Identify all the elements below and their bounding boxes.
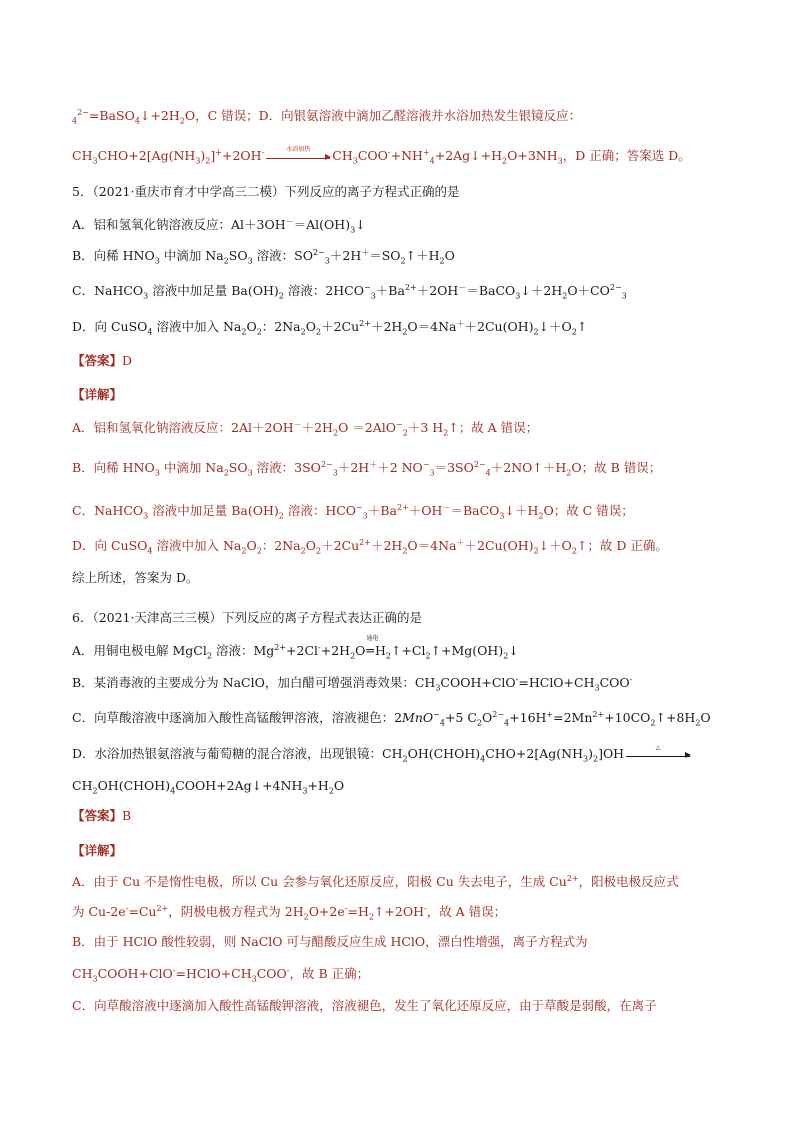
text-run: 为 Cu-2e (72, 904, 126, 919)
text-line (72, 147, 691, 165)
superscript: ＋ (369, 459, 378, 469)
text-run: 溶液中加入 Na (152, 319, 242, 334)
text-line (72, 873, 679, 891)
text-run: ↓＋2H (520, 283, 563, 298)
subscript: 2 (315, 546, 322, 556)
text-run: 溶液中加足量 Ba(OH) (148, 283, 279, 298)
subscript: 2 (179, 116, 185, 126)
subscript: 2 (402, 428, 408, 438)
text-run: O (246, 319, 257, 334)
subscript: 2 (303, 912, 309, 922)
text-run: ↑+Mg(OH) (430, 643, 504, 658)
text-run: A．由于 Cu 不是惰性电极，所以 Cu 会参与氧化还原反应，阳极 Cu 失去电子，生成 Cu (72, 874, 567, 889)
subscript: 2 (300, 546, 306, 556)
text-run: CH (332, 148, 353, 163)
text-run: ↑；故 A 错误； (448, 420, 539, 435)
text-run: C．向草酸溶液中逐滴加入酸性高锰酸钾溶液，溶液褪色：2 (72, 710, 403, 725)
superscript: 2− (492, 709, 505, 719)
superscript: － (458, 282, 467, 292)
text-run: O＝4Na (407, 319, 457, 334)
subscript: 2 (385, 651, 391, 661)
text-run: C．NaHCO (72, 503, 144, 518)
text-run: 6．（2021·天津高三三模）下列反应的离子方程式表达正确的是 (72, 610, 422, 625)
text-run: COO (599, 675, 630, 690)
text-run: ＝BaCO (450, 503, 500, 518)
subscript: 2 (328, 786, 334, 796)
text-line (72, 282, 627, 300)
subscript: 3 (350, 225, 356, 235)
subscript: 3 (594, 683, 600, 693)
subscript: 2 (650, 718, 656, 728)
text-run: ＋2H (337, 460, 370, 475)
subscript: 3 (251, 974, 257, 984)
superscript: − (364, 282, 371, 292)
text-line (72, 777, 344, 795)
text-run: ↓ (508, 643, 519, 658)
text-run: O (444, 248, 455, 263)
superscript: + (422, 147, 430, 157)
answer-value: B (122, 808, 132, 823)
text-run: ↓＋H (504, 503, 539, 518)
text-run: ＝3SO (434, 460, 474, 475)
subscript: 2 (350, 651, 356, 661)
subscript: 2 (206, 651, 212, 661)
text-run: 溶液中加入 Na (152, 538, 242, 553)
subscript: 2 (241, 546, 247, 556)
superscript: 2+ (359, 318, 371, 328)
subscript: 3 (143, 511, 149, 521)
superscript: − (396, 419, 403, 429)
text-run: O (305, 319, 316, 334)
text-run: +10CO (604, 710, 651, 725)
text-line (72, 965, 369, 983)
superscript: - (261, 147, 265, 157)
text-run: COO (256, 966, 287, 981)
text-run: ，故 A 错误； (426, 904, 507, 919)
text-run: +2Ag↓+H (434, 148, 503, 163)
text-run: CH (72, 966, 93, 981)
text-run: ↑ (576, 319, 588, 334)
subscript: 2 (502, 156, 508, 166)
superscript: ＋ (361, 247, 370, 257)
text-run: CH (72, 778, 93, 793)
text-run: 溶液：2HCO (283, 283, 364, 298)
text-run: O (333, 778, 345, 793)
text-run: =HClO+CH (175, 966, 252, 981)
superscript: - (387, 147, 391, 157)
text-run: 中滴加 Na (159, 248, 224, 263)
subscript: 3 (435, 683, 441, 693)
subscript: 3 (302, 786, 308, 796)
subscript: 2 (241, 327, 247, 337)
subscript: 2 (92, 786, 98, 796)
subscript: 2 (566, 468, 572, 478)
subscript: 2 (402, 327, 408, 337)
text-run: =H (347, 904, 369, 919)
answer-heading (72, 807, 131, 825)
subscript: 2 (571, 327, 577, 337)
arrow-line (626, 756, 690, 757)
superscript: - (318, 642, 321, 652)
text-run: 【答案】 (72, 353, 123, 368)
text-run: ＝Al(OH) (293, 217, 351, 232)
subscript: 4 (147, 546, 153, 556)
text-line (72, 569, 199, 587)
text-run: OH(CHOH) (97, 778, 171, 793)
text-run: O；故 C 错误； (543, 503, 634, 518)
text-run: 【详解】 (72, 387, 123, 402)
text-run: ↑+8H (655, 710, 696, 725)
text-run: ↑+Cl (390, 643, 426, 658)
text-run: CH (72, 148, 93, 163)
text-run: COOH+ClO (97, 966, 173, 981)
text-run: COOH+2Ag↓+4NH (175, 778, 303, 793)
text-line (72, 107, 581, 125)
text-run: ＋2H (301, 420, 333, 435)
reaction-arrow (626, 744, 690, 757)
text-run: ，阳极电极反应式 (578, 874, 679, 889)
text-run: SO (228, 460, 248, 475)
subscript: 3 (515, 291, 521, 301)
superscript: 2− (609, 282, 622, 292)
text-run: =2Mn (553, 710, 593, 725)
subscript: 2 (503, 651, 509, 661)
text-run: 中滴加 Na (159, 460, 224, 475)
subscript: 3 (370, 291, 376, 301)
text-run: ＝SO (369, 248, 401, 263)
text-run: ] (210, 148, 216, 163)
text-line (72, 502, 634, 520)
superscript: 2− (77, 107, 89, 117)
reaction-equals (366, 635, 379, 660)
text-run: O (700, 710, 711, 725)
subscript: 2 (223, 468, 229, 478)
subscript: 3 (324, 256, 330, 266)
text-run: 溶液：SO (252, 248, 313, 263)
text-run: ＋2Cu(OH) (464, 538, 534, 553)
subscript: 2 (443, 428, 449, 438)
text-run: B．由于 HClO 酸性较弱，则 NaClO 可与醋酸反应生成 HClO，漂白性增强，离子方程式为 (72, 934, 588, 949)
subscript: 2 (425, 651, 431, 661)
superscript: + (546, 709, 554, 719)
superscript: － (442, 502, 451, 512)
text-run: 溶液：HCO (283, 503, 357, 518)
text-run: ＋2Cu(OH) (464, 319, 534, 334)
text-run: ↑+2OH (373, 904, 424, 919)
text-run: O+3NH (507, 148, 558, 163)
text-run: O (482, 710, 493, 725)
text-line (72, 318, 587, 336)
subscript: 4 (439, 718, 445, 728)
text-run: 溶液中加足量 Ba(OH) (148, 503, 279, 518)
text-run: O＝4Na (407, 538, 457, 553)
text-run: ↓+2H (139, 108, 180, 123)
text-run: CHO+2[Ag(NH (97, 148, 196, 163)
arrow-condition: 水浴加热 (286, 146, 311, 153)
text-line (72, 609, 422, 627)
equals-condition: 通电 (366, 635, 379, 642)
subscript: 2 (562, 291, 568, 301)
text-run: O (305, 538, 316, 553)
subscript: 2 (439, 256, 445, 266)
arrow-condition: △ (655, 744, 661, 751)
answer-heading (72, 842, 122, 860)
subscript: 2 (571, 546, 577, 556)
text-line (72, 709, 711, 727)
superscript: 2+ (566, 873, 579, 883)
subscript: 3 (362, 511, 368, 521)
subscript: 2 (533, 546, 539, 556)
text-run: +H (307, 778, 329, 793)
text-run: A．铝和氢氧化钠溶液反应：Al＋3OH (72, 217, 286, 232)
text-run: ↓＋O (538, 319, 572, 334)
text-line (72, 745, 692, 763)
subscript: 3 (621, 291, 627, 301)
subscript: 2 (695, 718, 701, 728)
superscript: - (344, 903, 348, 913)
text-line (72, 674, 632, 692)
text-run: 综上所述，答案为 D。 (72, 570, 199, 585)
text-run: C．NaHCO (72, 283, 144, 298)
text-run: ↑；故 D 正确。 (576, 538, 668, 553)
text-run: COO (357, 148, 388, 163)
text-run: A．铝和氢氧化钠溶液反应：2Al＋2OH (72, 420, 294, 435)
text-run: OH(CHOH) (407, 746, 481, 761)
text-run: D．水浴加热银氨溶液与葡萄糖的混合溶液，出现银镜：CH (72, 746, 403, 761)
text-run: SO (228, 248, 248, 263)
superscript: 2− (312, 247, 325, 257)
subscript: 3 (352, 156, 358, 166)
text-run: C．向草酸溶液中逐滴加入酸性高锰酸钾溶液，溶液褪色，发生了氧化还原反应，由于草酸是弱酸，在离子 (72, 998, 657, 1013)
subscript: 2 (256, 327, 262, 337)
text-run: D．向 CuSO (72, 319, 148, 334)
text-run: B．向稀 HNO (72, 460, 155, 475)
text-run: ：2Na (261, 319, 301, 334)
superscript: ＋ (456, 537, 465, 547)
text-line (72, 933, 588, 951)
text-run: ) (588, 746, 593, 761)
subscript: 4 (485, 468, 491, 478)
subscript: 2 (402, 546, 408, 556)
superscript: 2− (320, 459, 333, 469)
subscript: 2 (538, 511, 544, 521)
superscript: 2+ (156, 903, 169, 913)
text-run: D．向 CuSO (72, 538, 148, 553)
superscript: 2+ (592, 709, 605, 719)
subscript: 4 (429, 156, 435, 166)
text-run: O＋CO (567, 283, 610, 298)
text-run: ＋3 H (407, 420, 444, 435)
text-line (72, 903, 506, 921)
subscript: 3 (582, 754, 589, 764)
text-run: +16H (509, 710, 547, 725)
subscript: 2 (368, 912, 374, 922)
superscript: 2+ (396, 502, 409, 512)
subscript: 3 (499, 511, 505, 521)
superscript: − (422, 459, 430, 469)
subscript: 3 (247, 256, 253, 266)
text-run: ，阴极电极方程式为 2H (168, 904, 304, 919)
superscript: - (172, 965, 176, 975)
text-run: ＋2 NO (377, 460, 423, 475)
superscript: － (293, 419, 302, 429)
text-run: =Cu (128, 904, 157, 919)
subscript: 2 (223, 256, 229, 266)
text-run: ＋2Cu (321, 538, 360, 553)
text-run: ＋Ba (367, 503, 397, 518)
text-run: 5．（2021·重庆市育才中学高三二模）下列反应的离子方程式正确的是 (72, 184, 460, 199)
subscript: 3 (247, 468, 253, 478)
superscript: - (515, 674, 519, 684)
arrow-line (266, 158, 330, 159)
text-line (72, 997, 657, 1015)
superscript: - (286, 965, 290, 975)
subscript: 4 (504, 718, 510, 728)
answer-heading (72, 352, 132, 370)
text-line (72, 247, 455, 265)
text-run: ↓＋O (538, 538, 572, 553)
subscript: 4 (72, 116, 78, 126)
text-run: O+2e (308, 904, 345, 919)
text-line (72, 216, 366, 234)
text-run: ＋2H (329, 248, 362, 263)
text-run: ＋2OH (416, 283, 459, 298)
text-run: 溶液：3SO (252, 460, 321, 475)
subscript: 2 (256, 546, 262, 556)
superscript: ＋ (456, 318, 465, 328)
superscript: 2+ (404, 282, 417, 292)
text-run: H (374, 643, 386, 658)
subscript: 3 (143, 291, 149, 301)
text-run: +NH (390, 148, 423, 163)
superscript: - (424, 903, 427, 913)
superscript: 2+ (359, 537, 371, 547)
text-line (72, 419, 538, 437)
text-run: A．用铜电极电解 MgCl (72, 643, 207, 658)
text-run: =HClO+CH (518, 675, 595, 690)
text-run: CHO+2[Ag(NH (485, 746, 583, 761)
text-run: +2OH (222, 148, 262, 163)
subscript: 2 (476, 718, 482, 728)
subscript: 4 (147, 327, 153, 337)
text-run: 溶液：Mg (211, 643, 275, 658)
superscript: - (125, 903, 129, 913)
formula-italic: MnO (402, 710, 434, 725)
subscript: 3 (154, 256, 160, 266)
text-run: ) (200, 148, 206, 163)
superscript: － (285, 216, 294, 226)
subscript: 3 (195, 156, 201, 166)
text-run: COOH+ClO (440, 675, 516, 690)
subscript: 4 (170, 786, 176, 796)
subscript: 2 (205, 156, 211, 166)
text-run: O；故 B 错误； (571, 460, 662, 475)
text-run: B．向稀 HNO (72, 248, 155, 263)
text-run: ＝BaCO (466, 283, 516, 298)
text-run: ↓ (355, 217, 366, 232)
text-run: ]OH (598, 746, 625, 761)
superscript: − (433, 709, 440, 719)
text-run: ＋2NO↑＋H (490, 460, 567, 475)
text-line (72, 635, 519, 661)
reaction-arrow (266, 146, 330, 159)
superscript: − (356, 502, 363, 512)
text-run: ＋Ba (375, 283, 405, 298)
text-run: O (355, 643, 366, 658)
subscript: 2 (332, 428, 339, 438)
subscript: 2 (300, 327, 306, 337)
text-run: ＋OH (408, 503, 443, 518)
text-run: B．某消毒液的主要成分为 NaClO，加白醋可增强消毒效果：CH (72, 675, 436, 690)
subscript: 3 (154, 468, 160, 478)
subscript: 3 (92, 974, 98, 984)
text-run: 【详解】 (72, 843, 123, 858)
subscript: 3 (429, 468, 435, 478)
subscript: 3 (332, 468, 338, 478)
text-run: ＋2Cu (321, 319, 360, 334)
text-run: +5 C (444, 710, 477, 725)
text-run: =BaSO (88, 108, 135, 123)
text-run: 【答案】 (72, 808, 123, 823)
text-line (72, 459, 661, 477)
text-run: ＋2H (370, 319, 403, 334)
text-run: O，C 错误；D．向银氨溶液中滴加乙醛溶液并水浴加热发生银镜反应： (184, 108, 582, 123)
answer-value: D (122, 353, 133, 368)
subscript: 2 (278, 291, 284, 301)
superscript: + (215, 147, 222, 157)
text-run: +2Cl (286, 643, 319, 658)
subscript: 2 (402, 754, 408, 764)
text-line (72, 183, 460, 201)
text-run: ，故 B 正确； (289, 966, 370, 981)
text-run: ：2Na (261, 538, 301, 553)
text-run: ，D 正确；答案选 D。 (562, 148, 691, 163)
superscript: 2+ (274, 642, 287, 652)
subscript: 2 (278, 511, 284, 521)
subscript: 4 (480, 754, 486, 764)
superscript: 2− (473, 459, 486, 469)
subscript: 3 (557, 156, 563, 166)
subscript: 2 (315, 327, 322, 337)
subscript: 4 (134, 116, 140, 126)
subscript: 2 (592, 754, 599, 764)
text-line (72, 537, 668, 555)
subscript: 3 (92, 156, 98, 166)
text-run: ＋2H (370, 538, 403, 553)
superscript: - (629, 674, 633, 684)
equals-sign: ═ (366, 643, 374, 658)
subscript: 2 (533, 327, 539, 337)
subscript: 2 (400, 256, 406, 266)
text-run: +2H (320, 643, 351, 658)
text-run: O ＝2AlO (338, 420, 397, 435)
text-run: O (246, 538, 257, 553)
text-run: ↑＋H (405, 248, 440, 263)
answer-heading (72, 386, 122, 404)
